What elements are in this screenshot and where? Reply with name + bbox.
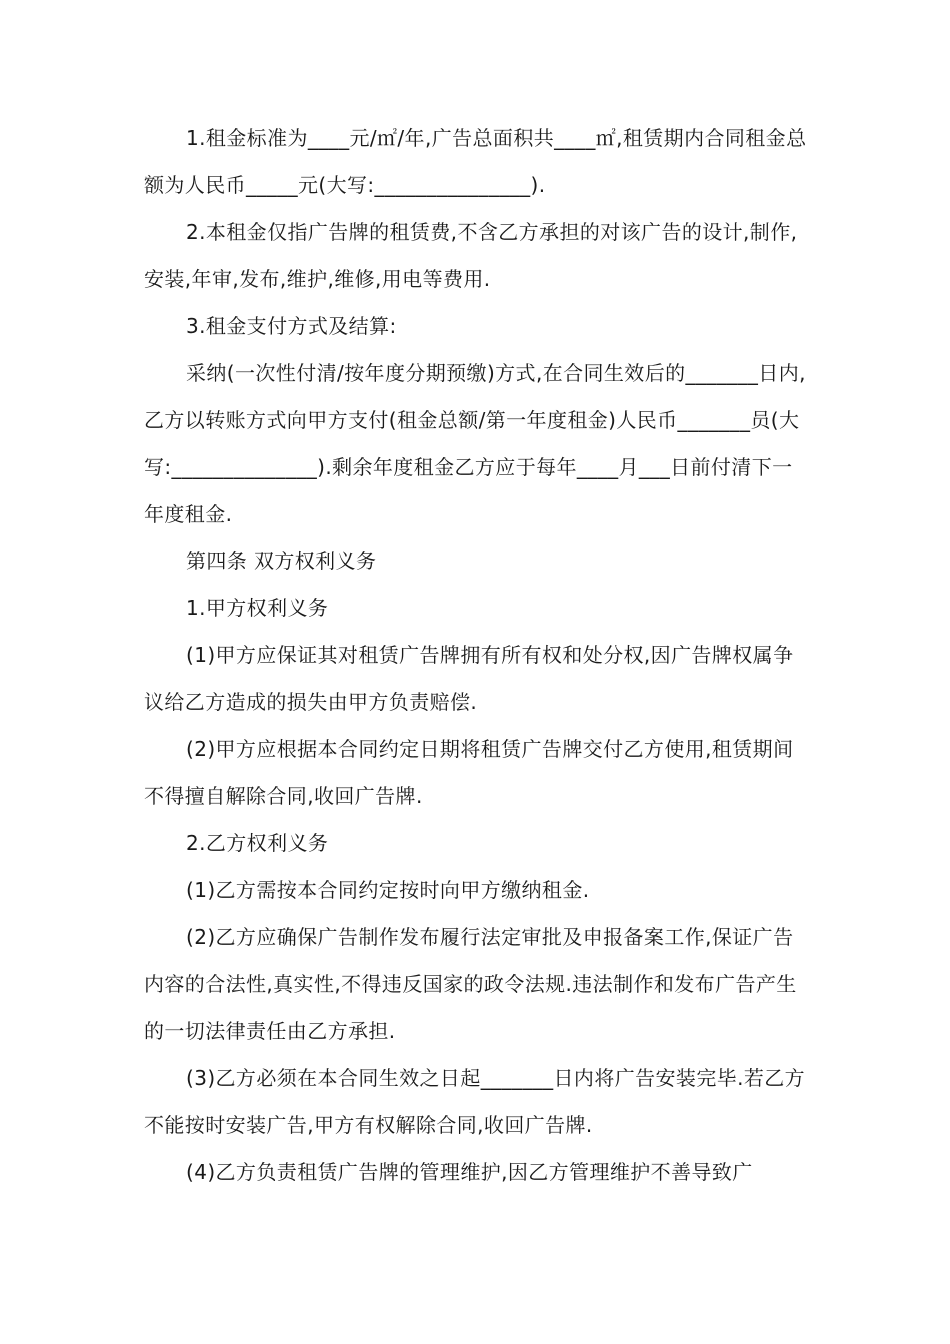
party-a-clause-1: (1)甲方应保证其对租赁广告牌拥有所有权和处分权,因广告牌权属争议给乙方造成的损失由甲方负责赔偿. (144, 643, 794, 714)
paragraph-payment-heading: 3.租金支付方式及结算: (186, 314, 397, 338)
party-b-clause-4: (4)乙方负责租赁广告牌的管理维护,因乙方管理维护不善导致广 (186, 1160, 753, 1184)
party-b-heading: 2.乙方权利义务 (186, 831, 329, 855)
paragraph-rent-scope: 2.本租金仅指广告牌的租赁费,不含乙方承担的对该广告的设计,制作,安装,年审,发布,维护,维修,用电等费用. (144, 220, 798, 291)
article-four-heading: 第四条 双方权利义务 (186, 549, 377, 573)
document-body (144, 115, 808, 1196)
party-a-clause-2: (2)甲方应根据本合同约定日期将租赁广告牌交付乙方使用,租赁期间不得擅自解除合同,收回广告牌. (144, 737, 794, 808)
paragraph-payment-method: 采纳(一次性付清/按年度分期预缴)方式,在合同生效后的_______日内,乙方以转账方式向甲方支付(租金总额/第一年度租金)人民币_______员(大写:______________).剩余年度租金乙方应于每年____月___日前付清下一年度租金. (144, 361, 806, 526)
party-b-clause-2: (2)乙方应确保广告制作发布履行法定审批及申报备案工作,保证广告内容的合法性,真实性,不得违反国家的政令法规.违法制作和发布广告产生的一切法律责任由乙方承担. (144, 925, 797, 1043)
paragraph-rent-standard: 1.租金标准为____元/㎡/年,广告总面积共____㎡,租赁期内合同租金总额为人民币_____元(大写:_______________). (144, 126, 807, 197)
party-a-heading: 1.甲方权利义务 (186, 596, 329, 620)
party-b-clause-1: (1)乙方需按本合同约定按时向甲方缴纳租金. (186, 878, 590, 902)
party-b-clause-3: (3)乙方必须在本合同生效之日起_______日内将广告安装完毕.若乙方不能按时安装广告,甲方有权解除合同,收回广告牌. (144, 1066, 806, 1137)
